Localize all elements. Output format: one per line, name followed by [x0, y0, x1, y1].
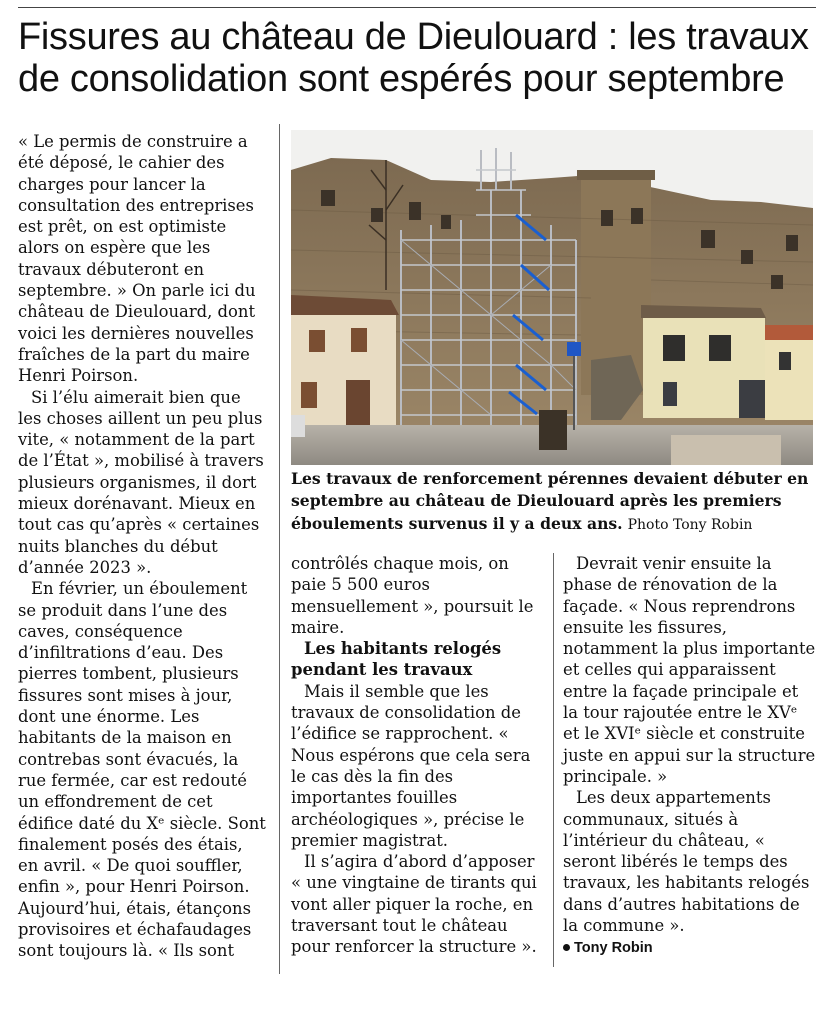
- column-divider: [553, 553, 554, 967]
- article-column-2: [291, 553, 543, 958]
- paragraph: Les deux appartements communaux, situés à l’intérieur du château, « seront libérés le temps des travaux, les habitants relogés dans d’autres habitations de la commune ».: [563, 788, 810, 936]
- article-column-1: [18, 131, 268, 962]
- paragraph: Devrait venir ensuite la phase de rénovation de la façade. « Nous reprendrons ensuite les fissures, notamment la plus importante et celles qui apparaissent entre la façade principale et la tour rajoutée entre le XVᵉ et le XVIᵉ siècle et construite juste en appui sur la structure principale. »: [563, 554, 816, 786]
- caption-text: Les travaux de renforcement pérennes devaient débuter en septembre au château de Dieulouard après les premiers éboulements survenus il y a deux ans.: [291, 469, 809, 533]
- top-rule: [18, 7, 816, 8]
- paragraph: « Le permis de construire a été déposé, le cahier des charges pour lancer la consultation des entreprises est prêt, on est optimiste alors on espère que les travaux débuteront en septembre. » On parle ici du château de Dieulouard, dont voici les dernières nouvelles fraîches de la part du maire Henri Poirson.: [18, 132, 256, 386]
- article-photo[interactable]: [291, 130, 813, 465]
- author-name: Tony Robin: [574, 940, 653, 957]
- paragraph: Mais il semble que les travaux de consolidation de l’édifice se rapprochent. « Nous espérons que cela sera le cas dès la fin des importantes fouilles archéologiques », précise le premier magistrat.: [291, 681, 531, 850]
- column-divider: [279, 124, 280, 974]
- bullet-icon: [563, 944, 570, 951]
- paragraph: Il s’agira d’abord d’apposer « une vingtaine de tirants qui vont aller piquer la roche, en traversant tout le château pour renforcer la structure ».: [291, 852, 537, 957]
- photo-caption: [291, 468, 816, 536]
- page-title: Fissures au château de Dieulouard : les travaux de consolidation sont espérés pour septembre: [18, 16, 809, 100]
- paragraph: Si l’élu aimerait bien que les choses aillent un peu plus vite, « notamment de la part de l’État », mobilisé à travers plusieurs organismes, il dort mieux dorénavant. Mieux en tout cas qu’après « certaines nuits blanches du début d’année 2023 ».: [18, 387, 264, 577]
- paragraph: En février, un éboulement se produit dans l’une des caves, conséquence d’infiltrations d’eau. Des pierres tombent, plusieurs fissures sont mises à jour, dont une énorme. Les habitants de la maison en contrebas sont évacués, la rue fermée, car est redouté un effondrement de cet édifice daté du Xᵉ siècle. Sont finalement posés des étais, en avril. « De quoi souffler, enfin », pour Henri Poirson. Aujourd’hui, étais, étançons provisoires et échafaudages sont toujours là. « Ils sont: [18, 579, 266, 961]
- author-byline: [563, 938, 818, 959]
- photo-credit: Photo Tony Robin: [627, 516, 753, 533]
- castle-scaffolding-photo: [291, 130, 813, 465]
- paragraph: contrôlés chaque mois, on paie 5 500 euros mensuellement », poursuit le maire.: [291, 554, 534, 637]
- subheading: Les habitants relogés pendant les travaux: [291, 639, 502, 680]
- article-column-3: [563, 553, 818, 960]
